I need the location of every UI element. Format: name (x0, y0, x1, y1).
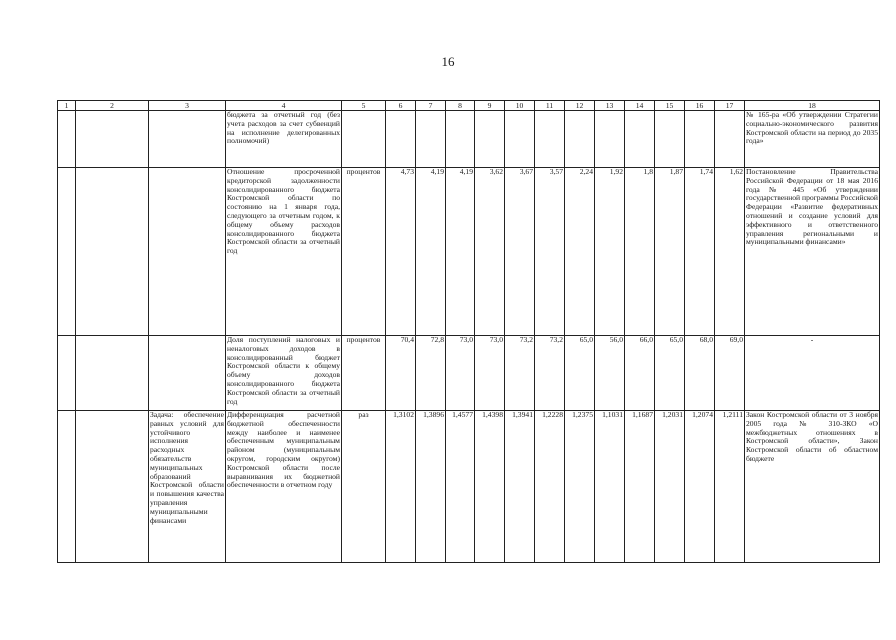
value-cell: 1,8 (625, 168, 655, 336)
value-cell: 65,0 (565, 336, 595, 411)
header-cell: 9 (475, 101, 505, 111)
header-cell: 14 (625, 101, 655, 111)
program-cell (76, 336, 149, 411)
value-cell: 73,0 (475, 336, 505, 411)
header-cell: 6 (386, 101, 416, 111)
value-cell: 3,57 (535, 168, 565, 336)
basis-document-cell: Закон Костромской области от 3 ноября 2005 года № 310-ЗКО «О межбюджетных отношениях в Костромской области», Закон Костромской области об областном бюджете (745, 411, 880, 563)
row-number-cell (58, 411, 76, 563)
program-cell (76, 411, 149, 563)
header-cell: 17 (715, 101, 745, 111)
task-cell (149, 168, 226, 336)
header-cell: 10 (505, 101, 535, 111)
header-cell: 3 (149, 101, 226, 111)
value-cell: 69,0 (715, 336, 745, 411)
value-cell: 4,19 (446, 168, 475, 336)
value-cell (715, 111, 745, 168)
header-cell: 1 (58, 101, 76, 111)
value-cell: 70,4 (386, 336, 416, 411)
value-cell (685, 111, 715, 168)
value-cell: 3,62 (475, 168, 505, 336)
value-cell: 1,2375 (565, 411, 595, 563)
header-cell: 4 (226, 101, 342, 111)
value-cell (475, 111, 505, 168)
task-cell (149, 111, 226, 168)
value-cell (416, 111, 446, 168)
table-row (58, 111, 880, 168)
value-cell: 68,0 (685, 336, 715, 411)
header-cell: 11 (535, 101, 565, 111)
unit-cell (342, 111, 386, 168)
value-cell: 1,87 (655, 168, 685, 336)
value-cell: 66,0 (625, 336, 655, 411)
program-cell (76, 111, 149, 168)
table-row (58, 168, 880, 336)
unit-cell: раз (342, 411, 386, 563)
value-cell: 1,4577 (446, 411, 475, 563)
value-cell: 1,4398 (475, 411, 505, 563)
row-number-cell (58, 168, 76, 336)
header-cell: 16 (685, 101, 715, 111)
value-cell: 56,0 (595, 336, 625, 411)
indicator-name-cell: бюджета за отчетный год (без учета расходов за счет субвенций на исполнение делегированных полномочий) (226, 111, 342, 168)
program-cell (76, 168, 149, 336)
header-cell: 12 (565, 101, 595, 111)
header-cell: 7 (416, 101, 446, 111)
value-cell (505, 111, 535, 168)
basis-document-cell: - (745, 336, 880, 411)
row-number-cell (58, 336, 76, 411)
value-cell: 1,2111 (715, 411, 745, 563)
value-cell (446, 111, 475, 168)
value-cell (386, 111, 416, 168)
basis-document-cell: Постановление Правительства Российской Федерации от 18 мая 2016 года № 445 «Об утверждении государственной программы Российской Федерации «Развитие федеративных отношений и создание условий для эффективного и ответственного управления региональными и муниципальными финансами» (745, 168, 880, 336)
value-cell: 73,0 (446, 336, 475, 411)
value-cell: 73,2 (505, 336, 535, 411)
table-row (58, 336, 880, 411)
header-cell: 2 (76, 101, 149, 111)
page-number: 16 (441, 54, 455, 69)
unit-cell: процентов (342, 336, 386, 411)
header-cell: 18 (745, 101, 880, 111)
value-cell: 2,24 (565, 168, 595, 336)
value-cell: 72,8 (416, 336, 446, 411)
value-cell: 1,74 (685, 168, 715, 336)
value-cell (625, 111, 655, 168)
value-cell: 3,67 (505, 168, 535, 336)
header-cell: 8 (446, 101, 475, 111)
indicators-table (57, 100, 880, 563)
value-cell: 4,73 (386, 168, 416, 336)
value-cell (565, 111, 595, 168)
header-cell: 13 (595, 101, 625, 111)
unit-cell: процентов (342, 168, 386, 336)
task-cell (149, 336, 226, 411)
value-cell: 4,19 (416, 168, 446, 336)
value-cell: 1,1031 (595, 411, 625, 563)
value-cell: 1,92 (595, 168, 625, 336)
indicator-name-cell: Отношение просроченной кредиторской задолженности консолидированного бюджета Костромской области по состоянию на 1 января года, следующего за отчетным годом, к общему объему расходов консолидированного бюджета Костромской области за отчетный год (226, 168, 342, 336)
value-cell: 1,2074 (685, 411, 715, 563)
value-cell: 1,62 (715, 168, 745, 336)
table-header-row (58, 101, 880, 111)
indicator-name-cell: Доля поступлений налоговых и неналоговых доходов в консолидированный бюджет Костромской области к общему объему доходов консолидированного бюджета Костромской области за отчетный год (226, 336, 342, 411)
header-cell: 5 (342, 101, 386, 111)
task-cell: Задача: обеспечение равных условий для устойчивого исполнения расходных обязательств муниципальных образований Костромской области и повышения качества управления муниципальными финансами (149, 411, 226, 563)
value-cell: 65,0 (655, 336, 685, 411)
value-cell: 73,2 (535, 336, 565, 411)
value-cell: 1,2228 (535, 411, 565, 563)
indicator-name-cell: Дифференциация расчетной бюджетной обеспеченности между наиболее и наименее обеспеченным муниципальным районом (муниципальным округом, городским округом) Костромской области после выравнивания их бюджетной обеспеченности в отчетном году (226, 411, 342, 563)
header-cell: 15 (655, 101, 685, 111)
value-cell: 1,2031 (655, 411, 685, 563)
row-number-cell (58, 111, 76, 168)
value-cell: 1,3941 (505, 411, 535, 563)
value-cell (535, 111, 565, 168)
value-cell (655, 111, 685, 168)
value-cell (595, 111, 625, 168)
basis-document-cell: № 165-ра «Об утверждении Стратегии социально-экономического развития Костромской области на период до 2035 года» (745, 111, 880, 168)
table-row (58, 411, 880, 563)
value-cell: 1,3896 (416, 411, 446, 563)
value-cell: 1,3102 (386, 411, 416, 563)
value-cell: 1,1687 (625, 411, 655, 563)
